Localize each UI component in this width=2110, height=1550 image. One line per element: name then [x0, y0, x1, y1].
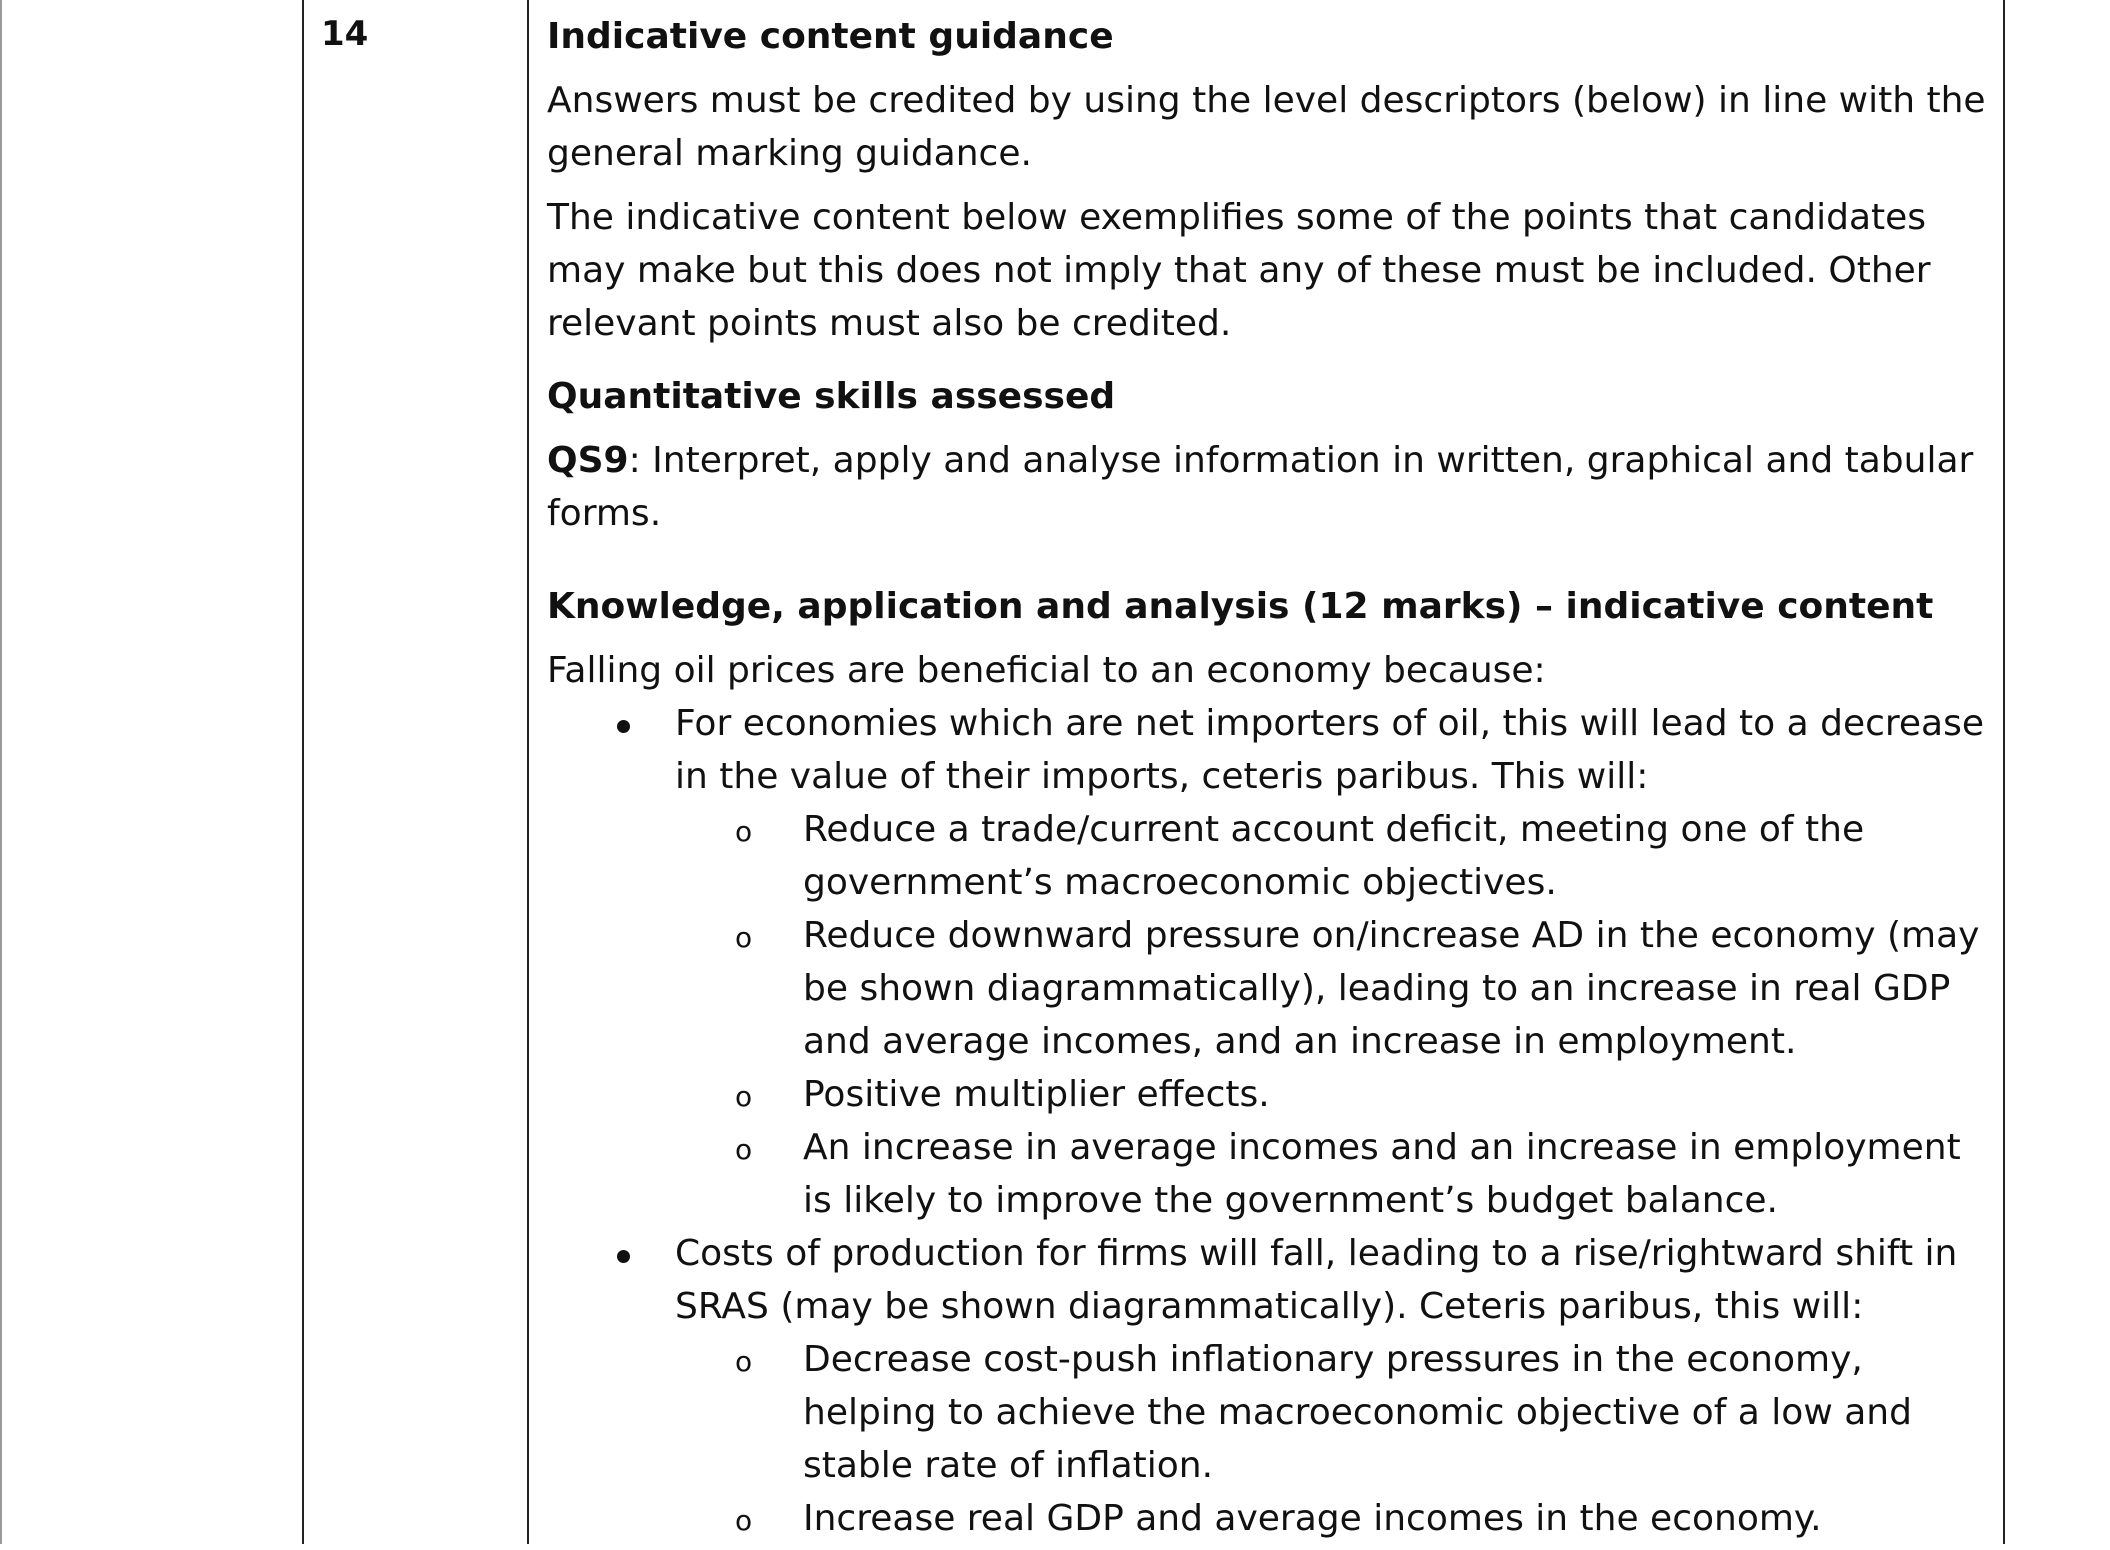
- list-item: [675, 1121, 1987, 1227]
- list-item: [675, 803, 1987, 909]
- table-border-left: [0, 0, 2, 1544]
- circle-bullet-icon: o: [735, 1080, 753, 1113]
- guidance-paragraph-1: Answers must be credited by using the level descriptors (below) in line with the general marking guidance.: [547, 80, 1986, 174]
- heading-indicative-guidance: Indicative content guidance: [547, 16, 1114, 57]
- answer-content-cell: [547, 10, 1987, 1545]
- heading-knowledge-application-analysis: Knowledge, application and analysis (12 marks) – indicative content: [547, 586, 1934, 627]
- list-item: [675, 1333, 1987, 1492]
- circle-bullet-icon: o: [735, 815, 753, 848]
- qs9-skill: [547, 434, 1987, 540]
- sub-bullet-text: Positive multiplier effects.: [803, 1074, 1270, 1115]
- sub-bullet-text: Reduce a trade/current account deficit, meeting one of the government’s macroeconomic objectives.: [803, 809, 1865, 903]
- circle-bullet-icon: o: [735, 921, 753, 954]
- list-item: [675, 1492, 1987, 1545]
- sub-bullet-text: Reduce downward pressure on/increase AD in the economy (may be shown diagrammatically), leading to an increase in real GDP and average incomes, and an increase in employment.: [803, 915, 1980, 1062]
- table-border-content-column: [527, 0, 529, 1544]
- bullet-text: For economies which are net importers of oil, this will lead to a decrease in the value of their imports, ceteris paribus. This will:: [675, 703, 1985, 797]
- sub-bullet-text: Increase real GDP and average incomes in the economy.: [803, 1498, 1822, 1539]
- circle-bullet-icon: o: [735, 1133, 753, 1166]
- list-item: [547, 1227, 1987, 1545]
- list-item: [547, 697, 1987, 1227]
- intro-statement: Falling oil prices are beneficial to an economy because:: [547, 650, 1546, 691]
- sub-bullet-list: [675, 1333, 1987, 1545]
- question-number: 14: [321, 14, 369, 54]
- table-border-right: [2003, 0, 2005, 1544]
- circle-bullet-icon: o: [735, 1504, 753, 1537]
- table-border-number-column: [302, 0, 304, 1544]
- guidance-paragraph-2: The indicative content below exemplifies some of the points that candidates may make but this does not imply that any of these must be included. Other relevant points must also be credited.: [547, 197, 1931, 344]
- qs9-code: QS9: [547, 440, 629, 481]
- list-item: [675, 1068, 1987, 1121]
- sub-bullet-text: An increase in average incomes and an increase in employment is likely to improve the government’s budget balance.: [803, 1127, 1961, 1221]
- sub-bullet-text: Decrease cost-push inflationary pressures in the economy, helping to achieve the macroeconomic objective of a low and stable rate of inflation.: [803, 1339, 1912, 1486]
- bullet-text: Costs of production for firms will fall, leading to a rise/rightward shift in SRAS (may be shown diagrammatically). Ceteris paribus, this will:: [675, 1233, 1958, 1327]
- qs9-description: : Interpret, apply and analyse information in written, graphical and tabular forms.: [547, 440, 1974, 534]
- list-item: [675, 909, 1987, 1068]
- circle-bullet-icon: o: [735, 1345, 753, 1378]
- sub-bullet-list: [675, 803, 1987, 1227]
- heading-quantitative-skills: Quantitative skills assessed: [547, 376, 1116, 417]
- main-bullet-list: [547, 697, 1987, 1545]
